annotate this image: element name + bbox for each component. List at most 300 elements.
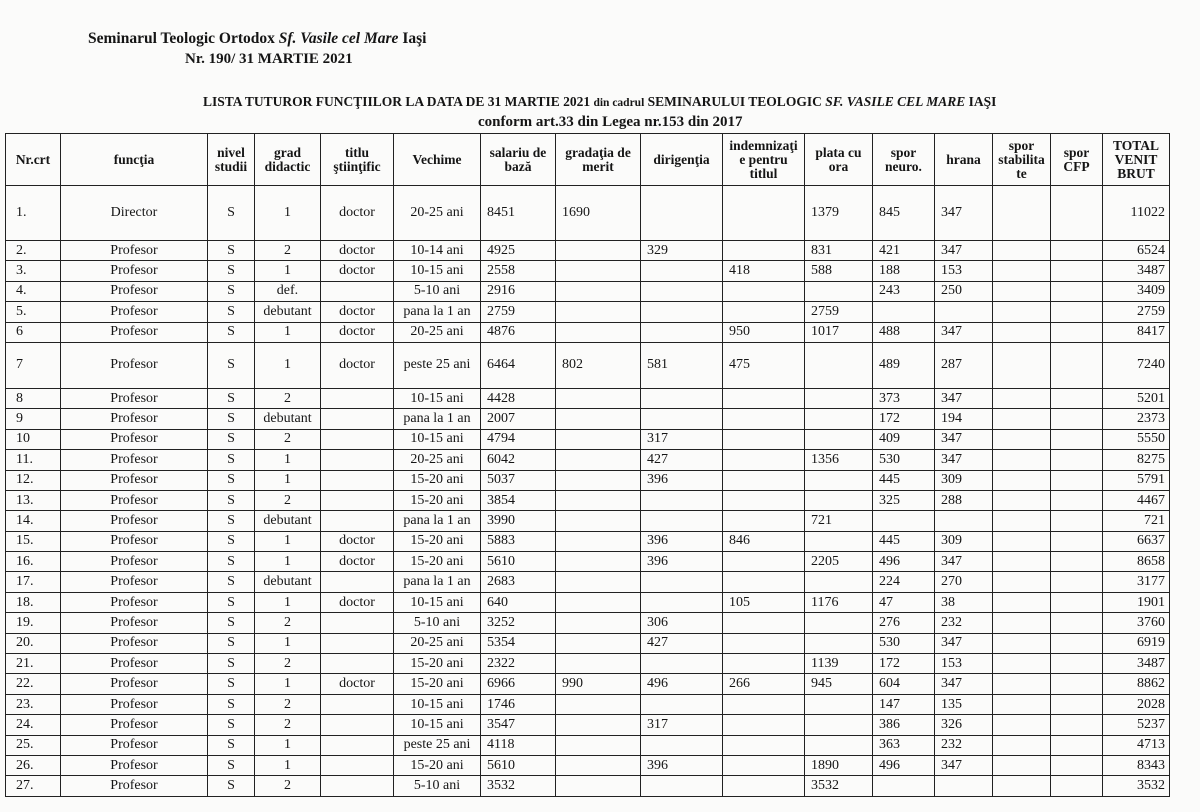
cell-functia: Profesor	[61, 302, 208, 322]
cell-vechime: 5-10 ani	[394, 776, 481, 796]
cell-nr-crt: 6	[6, 322, 61, 342]
cell-spor-stabilitate	[993, 490, 1051, 510]
cell-nivel-studii: S	[208, 531, 255, 551]
cell-dirigentia	[641, 511, 723, 531]
cell-spor-neuro: 373	[873, 388, 935, 408]
cell-salariu-baza: 8451	[481, 186, 556, 241]
cell-nivel-studii: S	[208, 633, 255, 653]
title-main: LISTA TUTUROR FUNCŢIILOR LA DATA DE 31 MARTIE 2021	[203, 94, 591, 109]
cell-spor-cfp	[1051, 694, 1103, 714]
cell-hrana: 270	[935, 572, 993, 592]
cell-titlu-stiintific	[321, 755, 394, 775]
cell-spor-neuro: 530	[873, 450, 935, 470]
cell-indemnizatie-titlu	[723, 633, 805, 653]
cell-plata-cu-ora	[805, 715, 873, 735]
cell-indemnizatie-titlu	[723, 409, 805, 429]
cell-hrana: 326	[935, 715, 993, 735]
cell-grad-didactic: 1	[255, 531, 321, 551]
cell-plata-cu-ora	[805, 490, 873, 510]
cell-hrana	[935, 776, 993, 796]
col-header-titlu-stiintific: titlu ştiinţific	[321, 134, 394, 186]
cell-nivel-studii: S	[208, 302, 255, 322]
cell-gradatia-merit	[556, 654, 641, 674]
cell-hrana: 347	[935, 186, 993, 241]
cell-nr-crt: 8	[6, 388, 61, 408]
cell-grad-didactic: 2	[255, 388, 321, 408]
cell-functia: Profesor	[61, 755, 208, 775]
cell-salariu-baza: 2916	[481, 281, 556, 301]
cell-indemnizatie-titlu: 950	[723, 322, 805, 342]
cell-titlu-stiintific: doctor	[321, 531, 394, 551]
cell-spor-stabilitate	[993, 409, 1051, 429]
table-header-row	[6, 134, 1170, 186]
cell-hrana: 347	[935, 241, 993, 261]
cell-vechime: 15-20 ani	[394, 654, 481, 674]
cell-vechime: pana la 1 an	[394, 511, 481, 531]
cell-spor-neuro: 496	[873, 755, 935, 775]
col-header-hrana: hrana	[935, 134, 993, 186]
table-row	[6, 281, 1170, 301]
cell-hrana: 232	[935, 613, 993, 633]
cell-spor-neuro: 488	[873, 322, 935, 342]
col-header-salariu-baza: salariu de bază	[481, 134, 556, 186]
cell-vechime: 15-20 ani	[394, 674, 481, 694]
cell-gradatia-merit	[556, 511, 641, 531]
col-header-dirigentia: dirigenţia	[641, 134, 723, 186]
cell-salariu-baza: 5883	[481, 531, 556, 551]
table-row	[6, 388, 1170, 408]
cell-spor-cfp	[1051, 755, 1103, 775]
document-number: Nr. 190/ 31 MARTIE 2021	[185, 51, 353, 67]
cell-plata-cu-ora	[805, 342, 873, 388]
cell-spor-cfp	[1051, 322, 1103, 342]
cell-nivel-studii: S	[208, 654, 255, 674]
cell-spor-neuro: 409	[873, 429, 935, 449]
cell-grad-didactic: 1	[255, 450, 321, 470]
cell-plata-cu-ora	[805, 409, 873, 429]
cell-total-venit-brut: 4713	[1103, 735, 1170, 755]
cell-salariu-baza: 4794	[481, 429, 556, 449]
cell-nivel-studii: S	[208, 613, 255, 633]
cell-hrana: 135	[935, 694, 993, 714]
table-row	[6, 755, 1170, 775]
cell-indemnizatie-titlu	[723, 490, 805, 510]
cell-salariu-baza: 5354	[481, 633, 556, 653]
cell-vechime: 20-25 ani	[394, 186, 481, 241]
cell-vechime: 20-25 ani	[394, 450, 481, 470]
cell-grad-didactic: debutant	[255, 572, 321, 592]
cell-nr-crt: 15.	[6, 531, 61, 551]
cell-plata-cu-ora	[805, 613, 873, 633]
cell-gradatia-merit	[556, 633, 641, 653]
cell-plata-cu-ora: 1139	[805, 654, 873, 674]
cell-dirigentia: 306	[641, 613, 723, 633]
cell-plata-cu-ora: 831	[805, 241, 873, 261]
cell-gradatia-merit	[556, 409, 641, 429]
cell-plata-cu-ora	[805, 429, 873, 449]
cell-functia: Profesor	[61, 715, 208, 735]
cell-dirigentia: 427	[641, 633, 723, 653]
cell-plata-cu-ora: 2759	[805, 302, 873, 322]
cell-dirigentia	[641, 592, 723, 612]
cell-hrana: 153	[935, 261, 993, 281]
cell-vechime: 10-14 ani	[394, 241, 481, 261]
cell-functia: Profesor	[61, 552, 208, 572]
cell-dirigentia: 329	[641, 241, 723, 261]
cell-nr-crt: 5.	[6, 302, 61, 322]
cell-hrana: 347	[935, 674, 993, 694]
cell-grad-didactic: 1	[255, 633, 321, 653]
cell-titlu-stiintific	[321, 511, 394, 531]
cell-indemnizatie-titlu	[723, 186, 805, 241]
cell-vechime: peste 25 ani	[394, 342, 481, 388]
cell-titlu-stiintific	[321, 633, 394, 653]
cell-salariu-baza: 3990	[481, 511, 556, 531]
cell-indemnizatie-titlu: 846	[723, 531, 805, 551]
cell-functia: Profesor	[61, 450, 208, 470]
cell-nivel-studii: S	[208, 342, 255, 388]
cell-gradatia-merit	[556, 552, 641, 572]
cell-indemnizatie-titlu	[723, 511, 805, 531]
cell-plata-cu-ora: 1890	[805, 755, 873, 775]
cell-gradatia-merit	[556, 715, 641, 735]
cell-nivel-studii: S	[208, 490, 255, 510]
cell-grad-didactic: 2	[255, 654, 321, 674]
cell-nivel-studii: S	[208, 735, 255, 755]
cell-total-venit-brut: 4467	[1103, 490, 1170, 510]
cell-titlu-stiintific	[321, 735, 394, 755]
cell-gradatia-merit	[556, 322, 641, 342]
institution-header	[88, 30, 426, 48]
cell-nr-crt: 11.	[6, 450, 61, 470]
cell-vechime: 20-25 ani	[394, 322, 481, 342]
cell-spor-stabilitate	[993, 552, 1051, 572]
cell-gradatia-merit	[556, 490, 641, 510]
cell-dirigentia: 317	[641, 715, 723, 735]
cell-nivel-studii: S	[208, 592, 255, 612]
cell-grad-didactic: def.	[255, 281, 321, 301]
cell-functia: Profesor	[61, 633, 208, 653]
col-header-gradatia-merit: gradaţia de merit	[556, 134, 641, 186]
cell-spor-cfp	[1051, 552, 1103, 572]
table-row	[6, 552, 1170, 572]
cell-indemnizatie-titlu	[723, 302, 805, 322]
cell-grad-didactic: 1	[255, 470, 321, 490]
cell-functia: Profesor	[61, 388, 208, 408]
cell-vechime: 15-20 ani	[394, 531, 481, 551]
cell-functia: Director	[61, 186, 208, 241]
cell-spor-stabilitate	[993, 241, 1051, 261]
cell-nr-crt: 10	[6, 429, 61, 449]
cell-nr-crt: 18.	[6, 592, 61, 612]
cell-salariu-baza: 2558	[481, 261, 556, 281]
cell-dirigentia	[641, 572, 723, 592]
table-row	[6, 735, 1170, 755]
cell-grad-didactic: 2	[255, 613, 321, 633]
cell-salariu-baza: 6042	[481, 450, 556, 470]
cell-grad-didactic: 1	[255, 735, 321, 755]
cell-spor-cfp	[1051, 450, 1103, 470]
cell-titlu-stiintific: doctor	[321, 552, 394, 572]
cell-functia: Profesor	[61, 511, 208, 531]
cell-hrana: 153	[935, 654, 993, 674]
cell-spor-cfp	[1051, 613, 1103, 633]
cell-spor-neuro	[873, 511, 935, 531]
cell-titlu-stiintific	[321, 715, 394, 735]
cell-spor-cfp	[1051, 531, 1103, 551]
cell-dirigentia	[641, 776, 723, 796]
cell-functia: Profesor	[61, 613, 208, 633]
cell-hrana: 347	[935, 388, 993, 408]
cell-total-venit-brut: 3409	[1103, 281, 1170, 301]
table-row	[6, 776, 1170, 796]
cell-dirigentia: 427	[641, 450, 723, 470]
cell-titlu-stiintific	[321, 281, 394, 301]
cell-spor-cfp	[1051, 715, 1103, 735]
cell-spor-neuro: 386	[873, 715, 935, 735]
cell-indemnizatie-titlu	[723, 776, 805, 796]
cell-gradatia-merit	[556, 694, 641, 714]
cell-total-venit-brut: 2373	[1103, 409, 1170, 429]
cell-gradatia-merit	[556, 531, 641, 551]
cell-salariu-baza: 2759	[481, 302, 556, 322]
cell-hrana: 347	[935, 755, 993, 775]
cell-total-venit-brut: 8275	[1103, 450, 1170, 470]
cell-nr-crt: 26.	[6, 755, 61, 775]
cell-total-venit-brut: 5201	[1103, 388, 1170, 408]
cell-grad-didactic: debutant	[255, 409, 321, 429]
cell-vechime: 20-25 ani	[394, 633, 481, 653]
cell-spor-cfp	[1051, 186, 1103, 241]
col-header-functia: funcţia	[61, 134, 208, 186]
cell-vechime: peste 25 ani	[394, 735, 481, 755]
cell-gradatia-merit	[556, 241, 641, 261]
cell-indemnizatie-titlu	[723, 281, 805, 301]
cell-nr-crt: 24.	[6, 715, 61, 735]
cell-indemnizatie-titlu	[723, 470, 805, 490]
cell-hrana: 347	[935, 633, 993, 653]
cell-spor-cfp	[1051, 592, 1103, 612]
cell-spor-cfp	[1051, 342, 1103, 388]
cell-nivel-studii: S	[208, 281, 255, 301]
cell-plata-cu-ora: 1356	[805, 450, 873, 470]
cell-spor-stabilitate	[993, 302, 1051, 322]
cell-plata-cu-ora: 1017	[805, 322, 873, 342]
cell-plata-cu-ora: 1379	[805, 186, 873, 241]
cell-spor-cfp	[1051, 241, 1103, 261]
cell-total-venit-brut: 3487	[1103, 654, 1170, 674]
cell-vechime: 10-15 ani	[394, 388, 481, 408]
cell-vechime: pana la 1 an	[394, 572, 481, 592]
cell-plata-cu-ora: 945	[805, 674, 873, 694]
cell-spor-stabilitate	[993, 388, 1051, 408]
cell-dirigentia	[641, 409, 723, 429]
cell-nr-crt: 16.	[6, 552, 61, 572]
cell-spor-neuro: 147	[873, 694, 935, 714]
cell-spor-neuro: 224	[873, 572, 935, 592]
cell-hrana	[935, 511, 993, 531]
cell-gradatia-merit	[556, 572, 641, 592]
cell-spor-cfp	[1051, 674, 1103, 694]
cell-spor-stabilitate	[993, 281, 1051, 301]
cell-hrana: 347	[935, 429, 993, 449]
cell-indemnizatie-titlu	[723, 715, 805, 735]
table-row	[6, 613, 1170, 633]
cell-gradatia-merit	[556, 302, 641, 322]
cell-spor-cfp	[1051, 654, 1103, 674]
cell-spor-stabilitate	[993, 322, 1051, 342]
cell-total-venit-brut: 8417	[1103, 322, 1170, 342]
cell-nr-crt: 17.	[6, 572, 61, 592]
table-row	[6, 674, 1170, 694]
cell-hrana: 347	[935, 552, 993, 572]
cell-spor-stabilitate	[993, 429, 1051, 449]
cell-salariu-baza: 3252	[481, 613, 556, 633]
cell-total-venit-brut: 3532	[1103, 776, 1170, 796]
cell-salariu-baza: 5610	[481, 552, 556, 572]
cell-hrana: 232	[935, 735, 993, 755]
cell-indemnizatie-titlu	[723, 735, 805, 755]
cell-indemnizatie-titlu: 266	[723, 674, 805, 694]
table-row	[6, 511, 1170, 531]
cell-gradatia-merit	[556, 388, 641, 408]
cell-indemnizatie-titlu: 105	[723, 592, 805, 612]
cell-functia: Profesor	[61, 490, 208, 510]
cell-spor-stabilitate	[993, 755, 1051, 775]
cell-spor-stabilitate	[993, 511, 1051, 531]
cell-dirigentia: 396	[641, 755, 723, 775]
cell-spor-stabilitate	[993, 531, 1051, 551]
cell-vechime: 10-15 ani	[394, 261, 481, 281]
title-city: IAŞI	[968, 94, 997, 109]
cell-dirigentia: 396	[641, 531, 723, 551]
cell-titlu-stiintific: doctor	[321, 261, 394, 281]
col-header-grad-didactic: grad didactic	[255, 134, 321, 186]
cell-plata-cu-ora	[805, 470, 873, 490]
cell-gradatia-merit	[556, 755, 641, 775]
cell-spor-cfp	[1051, 633, 1103, 653]
cell-grad-didactic: 1	[255, 592, 321, 612]
cell-grad-didactic: 1	[255, 322, 321, 342]
cell-salariu-baza: 6464	[481, 342, 556, 388]
cell-dirigentia	[641, 694, 723, 714]
cell-functia: Profesor	[61, 281, 208, 301]
cell-spor-cfp	[1051, 470, 1103, 490]
cell-titlu-stiintific	[321, 694, 394, 714]
cell-hrana: 309	[935, 531, 993, 551]
table-row	[6, 241, 1170, 261]
cell-total-venit-brut: 5550	[1103, 429, 1170, 449]
cell-spor-neuro	[873, 302, 935, 322]
cell-total-venit-brut: 2028	[1103, 694, 1170, 714]
cell-nr-crt: 12.	[6, 470, 61, 490]
cell-salariu-baza: 3854	[481, 490, 556, 510]
table-row	[6, 470, 1170, 490]
cell-total-venit-brut: 6524	[1103, 241, 1170, 261]
cell-plata-cu-ora: 721	[805, 511, 873, 531]
cell-nr-crt: 19.	[6, 613, 61, 633]
cell-indemnizatie-titlu	[723, 450, 805, 470]
document-subtitle: conform art.33 din Legea nr.153 din 2017	[478, 114, 743, 130]
title-institution: SEMINARULUI TEOLOGIC	[647, 94, 822, 109]
cell-salariu-baza: 1746	[481, 694, 556, 714]
cell-total-venit-brut: 6919	[1103, 633, 1170, 653]
cell-nr-crt: 3.	[6, 261, 61, 281]
cell-dirigentia	[641, 186, 723, 241]
cell-spor-cfp	[1051, 281, 1103, 301]
cell-indemnizatie-titlu: 418	[723, 261, 805, 281]
cell-functia: Profesor	[61, 654, 208, 674]
cell-hrana: 288	[935, 490, 993, 510]
cell-plata-cu-ora: 1176	[805, 592, 873, 612]
cell-spor-neuro: 172	[873, 409, 935, 429]
cell-spor-stabilitate	[993, 694, 1051, 714]
cell-grad-didactic: 2	[255, 776, 321, 796]
cell-dirigentia	[641, 322, 723, 342]
cell-indemnizatie-titlu	[723, 613, 805, 633]
table-row	[6, 654, 1170, 674]
cell-titlu-stiintific	[321, 429, 394, 449]
cell-grad-didactic: 2	[255, 490, 321, 510]
cell-gradatia-merit: 1690	[556, 186, 641, 241]
cell-nivel-studii: S	[208, 674, 255, 694]
cell-nivel-studii: S	[208, 322, 255, 342]
cell-nivel-studii: S	[208, 572, 255, 592]
cell-nr-crt: 23.	[6, 694, 61, 714]
cell-titlu-stiintific	[321, 409, 394, 429]
cell-indemnizatie-titlu	[723, 241, 805, 261]
cell-spor-stabilitate	[993, 592, 1051, 612]
cell-titlu-stiintific	[321, 450, 394, 470]
cell-gradatia-merit: 990	[556, 674, 641, 694]
table-row	[6, 531, 1170, 551]
cell-spor-stabilitate	[993, 342, 1051, 388]
cell-spor-neuro: 421	[873, 241, 935, 261]
cell-spor-neuro: 363	[873, 735, 935, 755]
cell-nr-crt: 1.	[6, 186, 61, 241]
title-patron: SF. VASILE CEL MARE	[825, 94, 966, 109]
table-row	[6, 322, 1170, 342]
table-row	[6, 186, 1170, 241]
table-row	[6, 261, 1170, 281]
cell-spor-neuro: 47	[873, 592, 935, 612]
cell-dirigentia: 317	[641, 429, 723, 449]
cell-spor-neuro: 172	[873, 654, 935, 674]
cell-spor-stabilitate	[993, 633, 1051, 653]
cell-nivel-studii: S	[208, 511, 255, 531]
cell-indemnizatie-titlu	[723, 654, 805, 674]
cell-gradatia-merit	[556, 776, 641, 796]
cell-spor-neuro: 845	[873, 186, 935, 241]
col-header-spor-stabilitate: spor stabilita te	[993, 134, 1051, 186]
cell-vechime: 5-10 ani	[394, 613, 481, 633]
cell-plata-cu-ora: 3532	[805, 776, 873, 796]
cell-dirigentia	[641, 281, 723, 301]
col-header-total-venit-brut: TOTAL VENIT BRUT	[1103, 134, 1170, 186]
table-row	[6, 572, 1170, 592]
cell-spor-stabilitate	[993, 186, 1051, 241]
cell-functia: Profesor	[61, 776, 208, 796]
cell-nr-crt: 9	[6, 409, 61, 429]
cell-spor-stabilitate	[993, 450, 1051, 470]
cell-plata-cu-ora	[805, 735, 873, 755]
cell-nivel-studii: S	[208, 388, 255, 408]
cell-spor-cfp	[1051, 490, 1103, 510]
title-connector: din cadrul	[593, 97, 645, 109]
table-row	[6, 450, 1170, 470]
cell-total-venit-brut: 5791	[1103, 470, 1170, 490]
cell-hrana: 287	[935, 342, 993, 388]
